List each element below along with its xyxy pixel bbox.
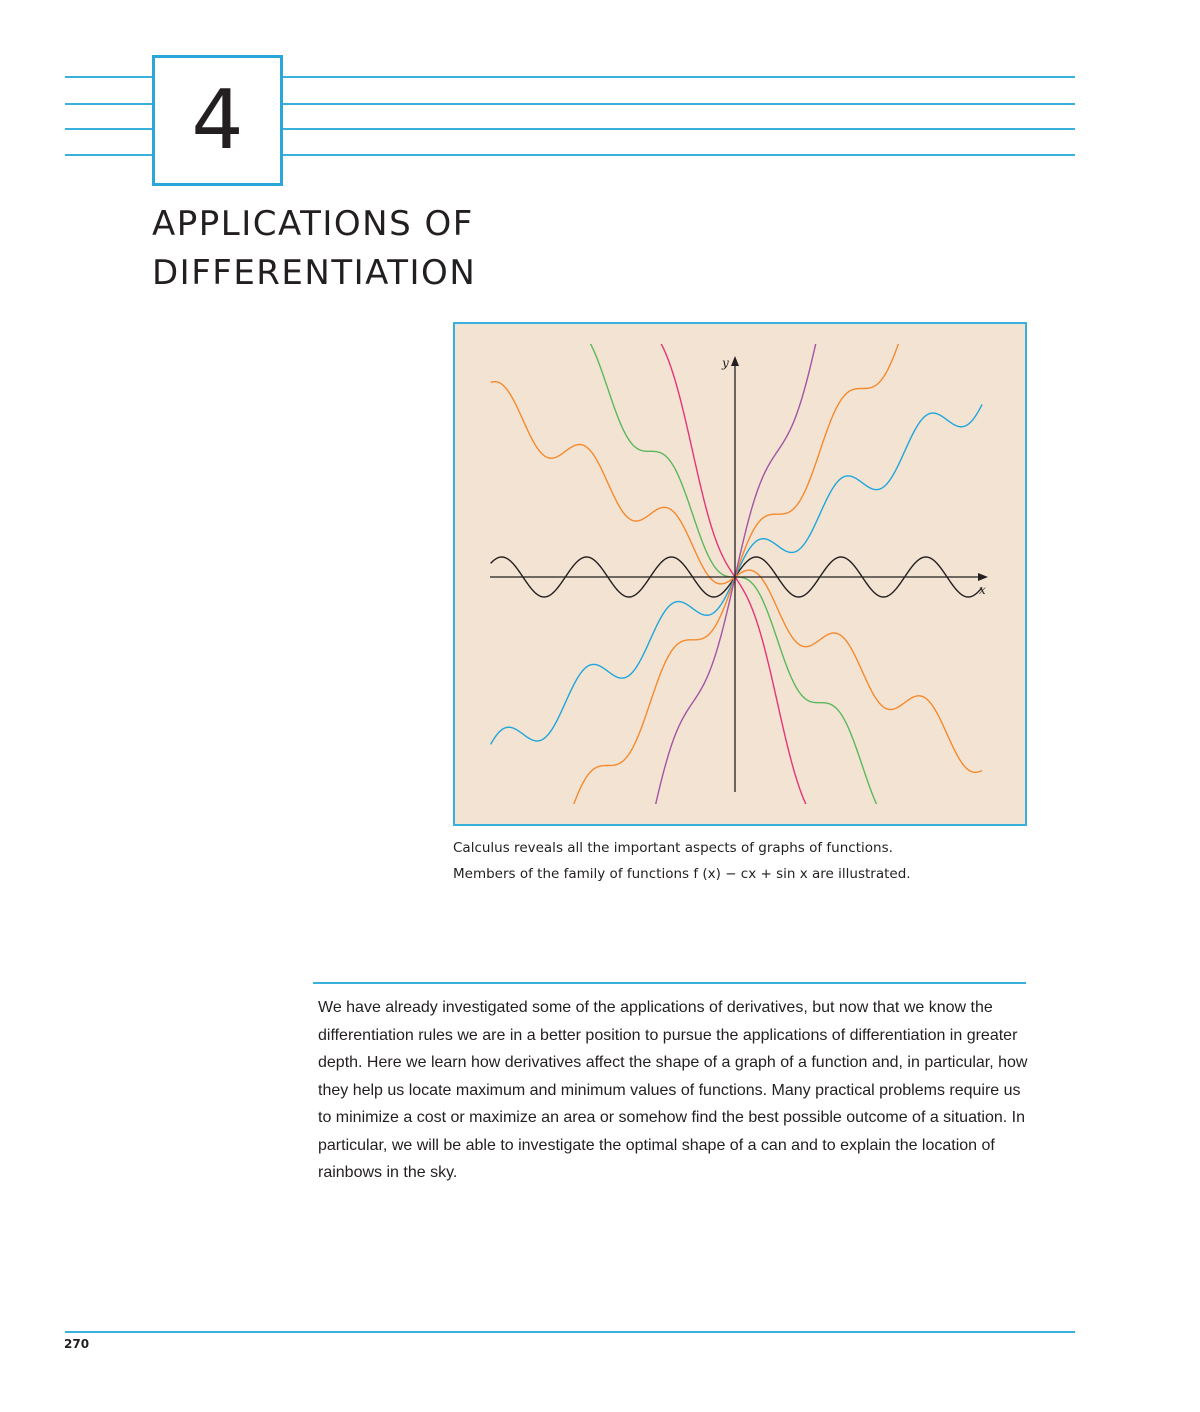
curve-group	[491, 324, 982, 824]
chapter-title	[152, 200, 672, 298]
header-rule-4-left	[65, 154, 152, 156]
header-rule-1-right	[283, 76, 1075, 78]
header-rule-2-left	[65, 103, 152, 105]
page-number: 270	[64, 1337, 90, 1351]
chapter-title-line-2: DIFFERENTIATION	[152, 253, 477, 293]
caption-line-2: Members of the family of functions f (x) − cx + sin x are illustrated.	[453, 866, 911, 882]
intro-top-rule	[313, 982, 1026, 984]
caption-line-1: Calculus reveals all the important aspects of graphs of functions.	[453, 840, 893, 856]
x-axis-label: x	[979, 583, 986, 597]
footer-rule	[65, 1331, 1075, 1333]
chapter-number-box	[152, 55, 283, 186]
y-axis-arrow-icon	[731, 356, 739, 366]
chapter-number: 4	[191, 72, 244, 168]
chapter-title-line-1: APPLICATIONS OF	[152, 204, 474, 244]
y-axis-label: y	[722, 356, 729, 370]
x-axis-arrow-icon	[978, 573, 988, 581]
curve-c-2	[491, 324, 982, 824]
header-rule-4-right	[283, 154, 1075, 156]
figure-caption	[453, 835, 1053, 887]
header-rule-2-right	[283, 103, 1075, 105]
header-rule-1-left	[65, 76, 152, 78]
header-rule-3-right	[283, 128, 1075, 130]
function-family-graph	[455, 324, 1025, 824]
figure-frame	[453, 322, 1027, 826]
header-rule-3-left	[65, 128, 152, 130]
intro-paragraph: We have already investigated some of the applications of derivatives, but now that we know the differentiation rules we are in a better position to pursue the applications of differentiation in greater depth. Here we learn how derivatives affect the shape of a graph of a function and, in particular, how they help us locate maximum and minimum values of functions. Many practical problems require us to minimize a cost or maximize an area or somehow find the best possible outcome of a situation. In particular, we will be able to investigate the optimal shape of a can and to explain the location of rainbows in the sky.	[318, 999, 1028, 1181]
